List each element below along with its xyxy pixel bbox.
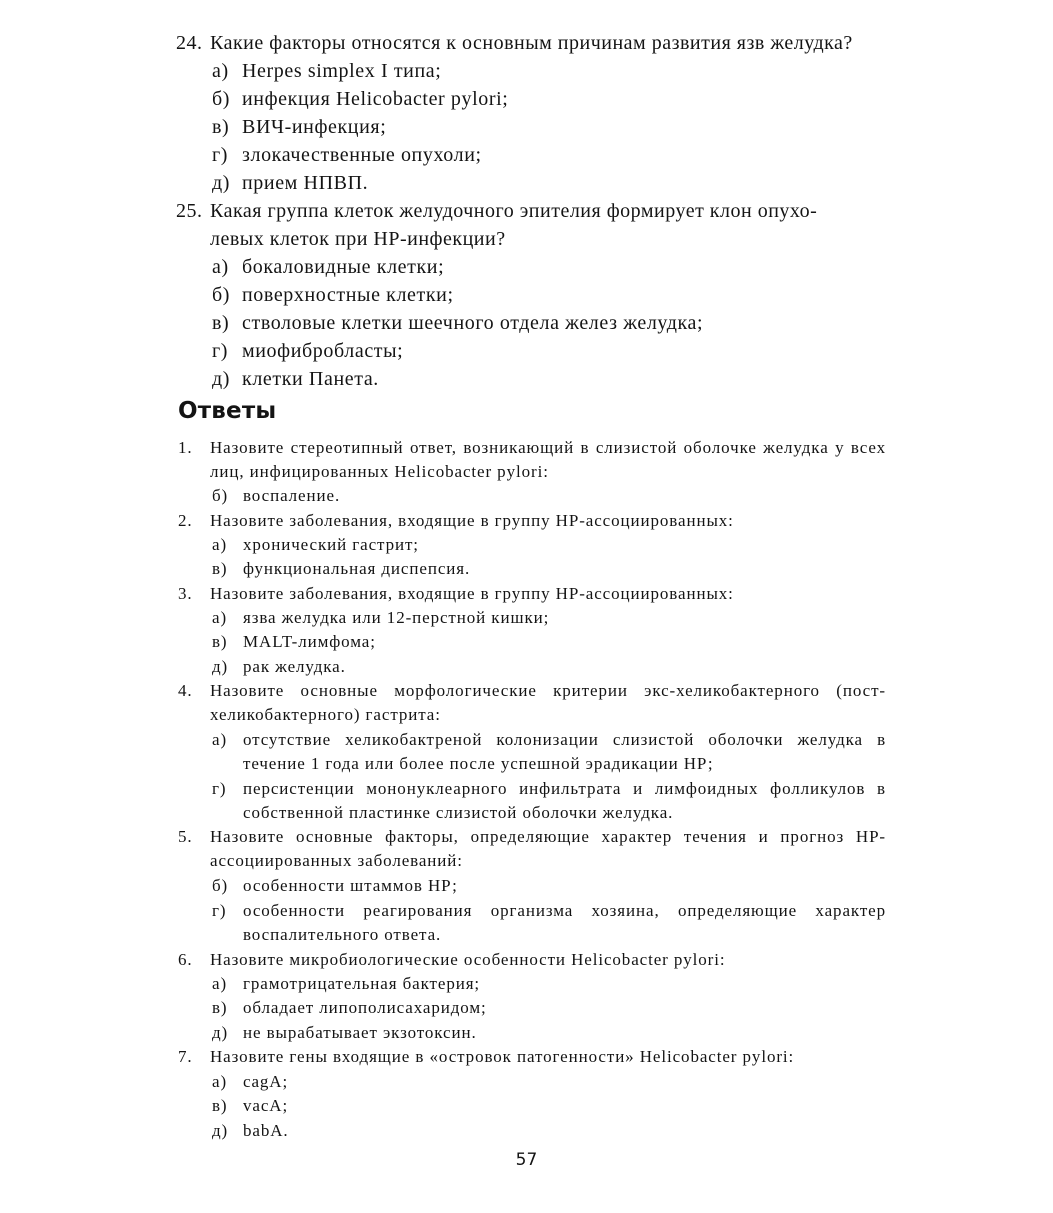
answer-option <box>212 996 886 1020</box>
question-option <box>212 368 379 391</box>
option-letter: г) <box>212 779 227 798</box>
option-letter: в) <box>212 312 230 334</box>
question-25-continued <box>210 228 920 251</box>
answer-text: Назовите основные факторы, определяющие характер течения и прогноз НР-ассоциированных заболеваний: <box>210 827 886 871</box>
option-text: клетки Панета. <box>242 368 379 390</box>
option-letter: д) <box>212 368 231 390</box>
option-letter: в) <box>212 559 228 578</box>
option-letter: а) <box>212 974 228 993</box>
option-text: особенности штаммов НР; <box>243 876 458 895</box>
option-text: язва желудка или 12-перстной кишки; <box>243 608 550 627</box>
answer-option <box>212 728 886 777</box>
answer-text: Назовите стереотипный ответ, возникающий в слизистой оболочке желудка у всех лиц, инфицированных Helicobacter pylori: <box>210 438 886 482</box>
option-text: бокаловидные клетки; <box>242 256 445 278</box>
question-option <box>212 312 703 335</box>
answer-number: 1. <box>178 438 193 457</box>
answer-text: Назовите заболевания, входящие в группу НР-ассоциированных: <box>210 511 734 530</box>
question-option <box>212 256 444 279</box>
question-text-line2: левых клеток при НР-инфекции? <box>210 228 506 250</box>
option-text: хронический гастрит; <box>243 535 419 554</box>
answer-option <box>212 1021 886 1045</box>
answer-option <box>212 1119 886 1143</box>
page-number: 57 <box>515 1150 538 1170</box>
question-number: 24. <box>176 32 203 54</box>
option-letter: а) <box>212 608 228 627</box>
answer-option <box>212 655 886 679</box>
option-letter: г) <box>212 901 227 920</box>
option-text: обладает липополисахаридом; <box>243 998 487 1017</box>
option-letter: а) <box>212 60 229 82</box>
option-letter: д) <box>212 657 229 676</box>
option-text: MALT-лимфома; <box>243 632 376 651</box>
option-letter: д) <box>212 1023 229 1042</box>
option-text: воспаление. <box>243 486 341 505</box>
answers-heading: Ответы <box>178 398 277 424</box>
option-letter: в) <box>212 998 228 1017</box>
option-letter: б) <box>212 876 229 895</box>
option-letter: а) <box>212 1072 228 1091</box>
answer-option <box>212 533 886 557</box>
answer-option <box>212 484 886 508</box>
question-option <box>212 172 368 195</box>
option-text: грамотрицательная бактерия; <box>243 974 481 993</box>
option-text: миофибробласты; <box>242 340 404 362</box>
answer-item <box>178 679 886 728</box>
option-text: инфекция Helicobacter pylori; <box>242 88 509 110</box>
answer-number: 7. <box>178 1047 193 1066</box>
option-letter: а) <box>212 535 228 554</box>
question-24 <box>176 32 886 55</box>
question-option <box>212 88 508 111</box>
answer-number: 4. <box>178 681 193 700</box>
option-text: отсутствие хеликобактреной колонизации слизистой оболочки желудка в течение 1 года или более после успешной эрадикации НР; <box>243 730 886 774</box>
option-text: cagA; <box>243 1072 289 1091</box>
question-text: Какие факторы относятся к основным причинам развития язв желудка? <box>210 32 853 54</box>
option-letter: а) <box>212 730 228 749</box>
answer-text: Назовите заболевания, входящие в группу НР-ассоциированных: <box>210 584 734 603</box>
option-letter: г) <box>212 144 229 166</box>
answer-option <box>212 557 886 581</box>
answer-option <box>212 777 886 826</box>
answer-option <box>212 630 886 654</box>
question-option <box>212 284 454 307</box>
question-option <box>212 60 441 83</box>
answer-item <box>178 948 886 972</box>
answer-item <box>178 825 886 874</box>
option-text: стволовые клетки шеечного отдела желез желудка; <box>242 312 704 334</box>
option-text: особенности реагирования организма хозяина, определяющие характер воспалительного ответа. <box>243 901 886 945</box>
option-letter: в) <box>212 1096 228 1115</box>
question-25 <box>176 200 886 223</box>
option-letter: г) <box>212 340 229 362</box>
question-option <box>212 340 403 363</box>
answer-option <box>212 1070 886 1094</box>
answer-number: 2. <box>178 511 193 530</box>
option-text: не вырабатывает экзотоксин. <box>243 1023 477 1042</box>
option-text: злокачественные опухоли; <box>242 144 482 166</box>
option-letter: б) <box>212 284 231 306</box>
question-option <box>212 116 386 139</box>
question-text-line1: Какая группа клеток желудочного эпителия формирует клон опухо- <box>210 200 818 222</box>
option-letter: в) <box>212 116 230 138</box>
option-text: поверхностные клетки; <box>242 284 454 306</box>
option-text: ВИЧ-инфекция; <box>242 116 387 138</box>
answer-option <box>212 972 886 996</box>
question-option <box>212 144 482 167</box>
option-text: персистенции мононуклеарного инфильтрата и лимфоидных фолликулов в собственной пластинке слизистой оболочки желудка. <box>243 779 886 823</box>
option-letter: а) <box>212 256 229 278</box>
option-letter: б) <box>212 486 229 505</box>
answer-option <box>212 1094 886 1118</box>
option-text: babA. <box>243 1121 289 1140</box>
answer-item <box>178 582 886 606</box>
answer-number: 6. <box>178 950 193 969</box>
answer-item <box>178 436 886 485</box>
answer-text: Назовите основные морфологические критерии экс-хеликобактерного (пост-хеликобактерного) гастрита: <box>210 681 886 725</box>
question-number: 25. <box>176 200 203 222</box>
option-letter: д) <box>212 1121 229 1140</box>
option-text: Herpes simplex I типа; <box>242 60 442 82</box>
answer-option <box>212 606 886 630</box>
answer-text: Назовите гены входящие в «островок патогенности» Helicobacter pylori: <box>210 1047 795 1066</box>
answer-number: 5. <box>178 827 193 846</box>
option-text: функциональная диспепсия. <box>243 559 471 578</box>
option-letter: б) <box>212 88 231 110</box>
option-letter: в) <box>212 632 228 651</box>
option-text: рак желудка. <box>243 657 346 676</box>
answer-option <box>212 874 886 898</box>
answer-item <box>178 1045 886 1069</box>
answer-option <box>212 899 886 948</box>
option-text: прием НПВП. <box>242 172 369 194</box>
option-text: vacA; <box>243 1096 289 1115</box>
answer-text: Назовите микробиологические особенности Helicobacter pylori: <box>210 950 726 969</box>
answer-item <box>178 509 886 533</box>
option-letter: д) <box>212 172 231 194</box>
answer-number: 3. <box>178 584 193 603</box>
